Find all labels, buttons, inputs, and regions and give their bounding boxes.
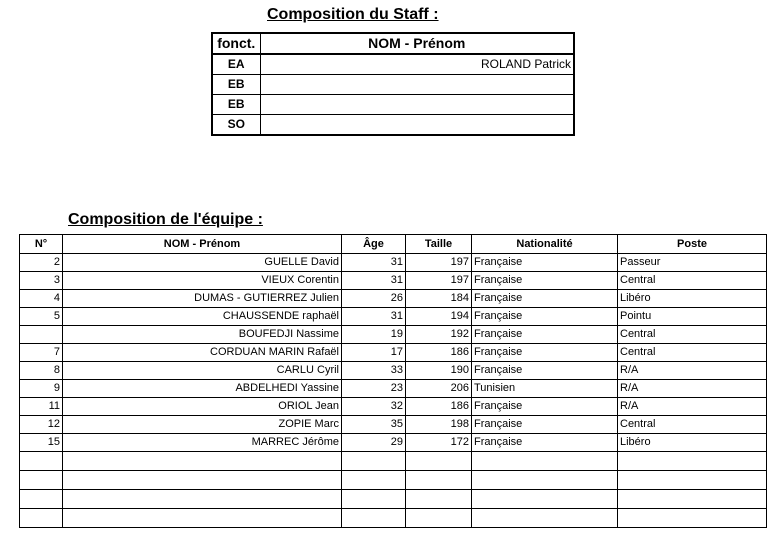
team-row <box>20 362 767 380</box>
team-num-cell: 4 <box>20 290 63 308</box>
team-taille-cell: 194 <box>406 308 472 326</box>
staff-header-row <box>212 33 574 54</box>
team-nom-cell: DUMAS - GUTIERREZ Julien <box>63 290 342 308</box>
team-title: Composition de l'équipe : <box>68 211 263 228</box>
team-taille-cell: 197 <box>406 254 472 272</box>
team-row <box>20 398 767 416</box>
team-taille-cell <box>406 490 472 509</box>
staff-fonction-cell: EB <box>212 75 260 95</box>
team-taille-cell: 192 <box>406 326 472 344</box>
team-poste-cell: Pointu <box>618 308 767 326</box>
team-table <box>19 234 767 528</box>
team-header-age: Âge <box>342 235 406 254</box>
team-nom-cell <box>63 509 342 528</box>
team-age-cell: 31 <box>342 272 406 290</box>
staff-header-nom: NOM - Prénom <box>260 33 574 54</box>
team-row <box>20 254 767 272</box>
team-row <box>20 416 767 434</box>
team-poste-cell <box>618 509 767 528</box>
team-nationalite-cell <box>472 490 618 509</box>
team-age-cell: 23 <box>342 380 406 398</box>
team-num-cell <box>20 326 63 344</box>
team-header-nom: NOM - Prénom <box>63 235 342 254</box>
team-nationalite-cell: Française <box>472 434 618 452</box>
staff-nom-cell <box>260 115 574 136</box>
team-age-cell <box>342 452 406 471</box>
team-nationalite-cell <box>472 452 618 471</box>
team-poste-cell: Central <box>618 326 767 344</box>
staff-nom-cell <box>260 95 574 115</box>
team-row <box>20 434 767 452</box>
team-nationalite-cell: Française <box>472 398 618 416</box>
team-nom-cell: MARREC Jérôme <box>63 434 342 452</box>
team-age-cell: 33 <box>342 362 406 380</box>
team-poste-cell <box>618 490 767 509</box>
team-age-cell: 31 <box>342 308 406 326</box>
team-num-cell <box>20 490 63 509</box>
team-nom-cell <box>63 471 342 490</box>
team-age-cell <box>342 490 406 509</box>
team-nationalite-cell: Française <box>472 326 618 344</box>
team-row <box>20 509 767 528</box>
team-num-cell: 2 <box>20 254 63 272</box>
team-nationalite-cell <box>472 471 618 490</box>
staff-fonction-cell: EB <box>212 95 260 115</box>
team-poste-cell: R/A <box>618 398 767 416</box>
team-nom-cell: ABDELHEDI Yassine <box>63 380 342 398</box>
team-num-cell <box>20 471 63 490</box>
team-poste-cell: Central <box>618 416 767 434</box>
team-age-cell <box>342 471 406 490</box>
staff-nom-cell: ROLAND Patrick <box>260 54 574 75</box>
team-poste-cell: Libéro <box>618 434 767 452</box>
staff-row <box>212 54 574 75</box>
team-nom-cell: BOUFEDJI Nassime <box>63 326 342 344</box>
team-row <box>20 490 767 509</box>
team-nom-cell: ZOPIE Marc <box>63 416 342 434</box>
team-num-cell: 15 <box>20 434 63 452</box>
team-taille-cell <box>406 452 472 471</box>
team-taille-cell: 186 <box>406 344 472 362</box>
team-taille-cell: 198 <box>406 416 472 434</box>
team-age-cell: 32 <box>342 398 406 416</box>
team-num-cell: 5 <box>20 308 63 326</box>
team-nom-cell: ORIOL Jean <box>63 398 342 416</box>
team-row <box>20 290 767 308</box>
team-header-nationalite: Nationalité <box>472 235 618 254</box>
team-header-poste: Poste <box>618 235 767 254</box>
staff-header-fonction: fonct. <box>212 33 260 54</box>
team-row <box>20 452 767 471</box>
team-taille-cell: 184 <box>406 290 472 308</box>
team-header-row <box>20 235 767 254</box>
team-taille-cell: 172 <box>406 434 472 452</box>
team-nom-cell: VIEUX Corentin <box>63 272 342 290</box>
team-nationalite-cell: Tunisien <box>472 380 618 398</box>
staff-nom-cell <box>260 75 574 95</box>
team-num-cell: 11 <box>20 398 63 416</box>
team-header-num: N° <box>20 235 63 254</box>
team-num-cell: 12 <box>20 416 63 434</box>
staff-table <box>211 32 575 136</box>
team-nom-cell <box>63 452 342 471</box>
team-poste-cell: R/A <box>618 362 767 380</box>
team-row <box>20 308 767 326</box>
team-taille-cell: 190 <box>406 362 472 380</box>
team-num-cell: 9 <box>20 380 63 398</box>
team-poste-cell: R/A <box>618 380 767 398</box>
team-num-cell: 8 <box>20 362 63 380</box>
team-taille-cell <box>406 509 472 528</box>
staff-fonction-cell: SO <box>212 115 260 136</box>
team-nationalite-cell: Française <box>472 272 618 290</box>
staff-row <box>212 115 574 136</box>
team-row <box>20 326 767 344</box>
team-row <box>20 272 767 290</box>
team-age-cell: 29 <box>342 434 406 452</box>
team-poste-cell: Central <box>618 344 767 362</box>
team-age-cell: 31 <box>342 254 406 272</box>
team-header-taille: Taille <box>406 235 472 254</box>
team-row <box>20 380 767 398</box>
team-row <box>20 471 767 490</box>
team-poste-cell: Central <box>618 272 767 290</box>
team-age-cell: 35 <box>342 416 406 434</box>
team-nationalite-cell: Française <box>472 290 618 308</box>
team-nom-cell: GUELLE David <box>63 254 342 272</box>
team-nom-cell <box>63 490 342 509</box>
staff-row <box>212 95 574 115</box>
team-age-cell <box>342 509 406 528</box>
team-nationalite-cell: Française <box>472 362 618 380</box>
team-taille-cell: 206 <box>406 380 472 398</box>
team-num-cell <box>20 452 63 471</box>
team-age-cell: 17 <box>342 344 406 362</box>
team-num-cell <box>20 509 63 528</box>
team-nationalite-cell: Française <box>472 308 618 326</box>
team-taille-cell <box>406 471 472 490</box>
team-taille-cell: 197 <box>406 272 472 290</box>
team-num-cell: 3 <box>20 272 63 290</box>
team-poste-cell <box>618 452 767 471</box>
team-age-cell: 26 <box>342 290 406 308</box>
team-nom-cell: CHAUSSENDE raphaël <box>63 308 342 326</box>
staff-row <box>212 75 574 95</box>
staff-fonction-cell: EA <box>212 54 260 75</box>
team-poste-cell: Libéro <box>618 290 767 308</box>
team-num-cell: 7 <box>20 344 63 362</box>
team-nationalite-cell: Française <box>472 344 618 362</box>
team-nom-cell: CARLU Cyril <box>63 362 342 380</box>
team-nationalite-cell: Française <box>472 416 618 434</box>
team-row <box>20 344 767 362</box>
team-nationalite-cell <box>472 509 618 528</box>
staff-title: Composition du Staff : <box>267 6 439 23</box>
team-poste-cell: Passeur <box>618 254 767 272</box>
team-nationalite-cell: Française <box>472 254 618 272</box>
team-nom-cell: CORDUAN MARIN Rafaël <box>63 344 342 362</box>
team-taille-cell: 186 <box>406 398 472 416</box>
team-poste-cell <box>618 471 767 490</box>
team-age-cell: 19 <box>342 326 406 344</box>
